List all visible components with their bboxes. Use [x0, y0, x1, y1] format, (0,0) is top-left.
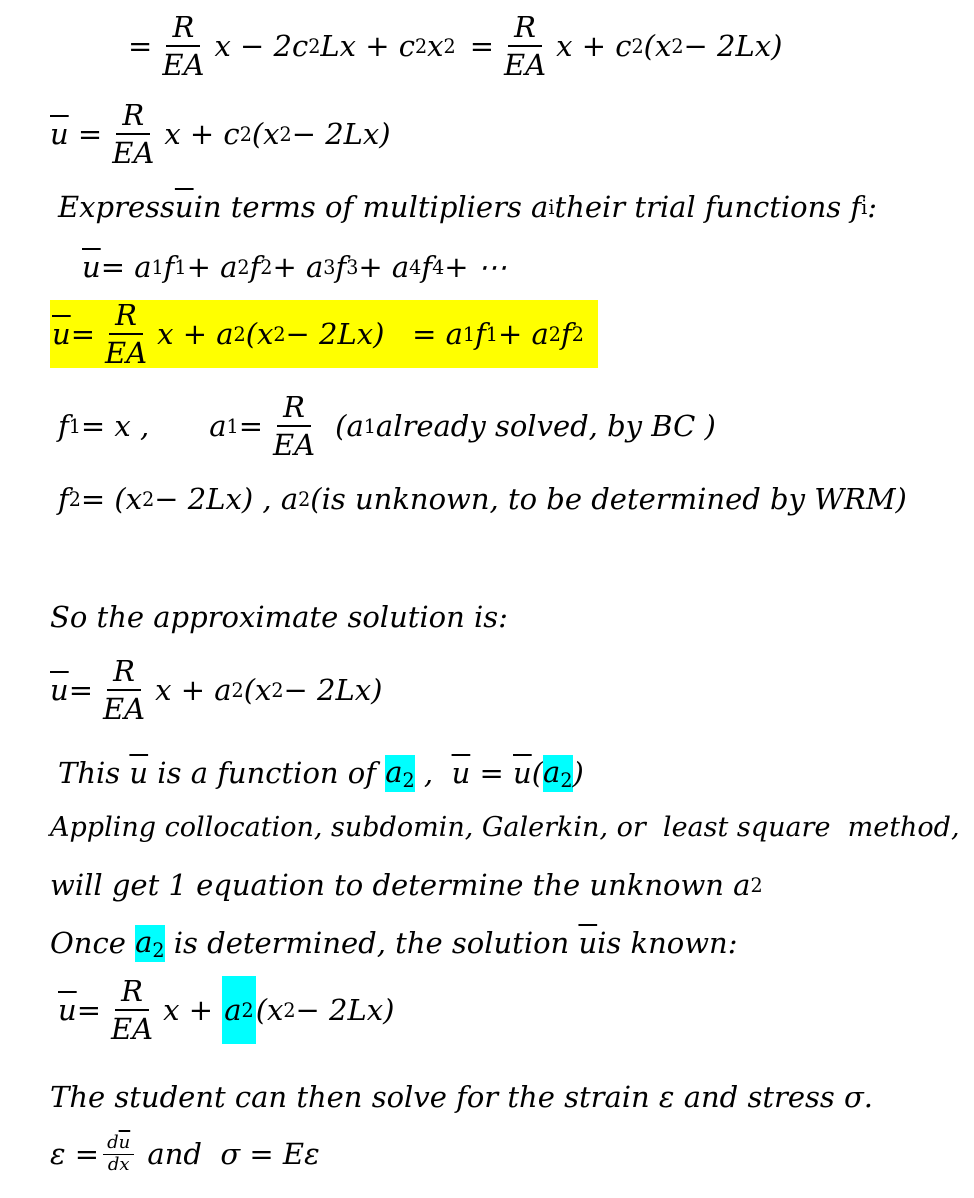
subscript: 2: [631, 34, 644, 58]
term: already solved, by BC ): [375, 409, 716, 444]
equation-line-f2: [58, 482, 907, 516]
term: = x ,: [80, 409, 150, 444]
text: is known:: [597, 926, 738, 961]
fraction-r-over-ea: [105, 973, 159, 1046]
u-bar: $\overline{u}$: [451, 756, 471, 791]
term: a: [224, 993, 242, 1027]
text-line-strain-stress: [50, 1080, 873, 1114]
subscript: 2: [402, 768, 415, 792]
subscript: 4: [409, 255, 422, 279]
text-line-function-of: [58, 755, 584, 792]
term: and σ = Eε: [138, 1137, 320, 1172]
denominator: EA: [504, 48, 547, 83]
subscript: 1: [462, 322, 476, 346]
subscript: 2: [750, 873, 763, 897]
subscript: 1: [226, 414, 239, 438]
subscript: 4: [432, 255, 445, 279]
term: − 2Lx): [283, 673, 383, 708]
term: x + c: [556, 29, 632, 64]
term: (x: [245, 317, 274, 351]
term: Lx + c: [320, 29, 415, 64]
superscript: 2: [443, 34, 456, 58]
text: Once: [50, 926, 136, 961]
u-bar-lhs: $\overline{u}$ =: [50, 117, 103, 152]
superscript: 2: [273, 322, 286, 346]
text: will get 1 equation to determine the unknown a: [50, 868, 751, 902]
highlight-a2: [385, 755, 414, 792]
denominator: EA: [112, 136, 155, 171]
subscript: 1: [174, 255, 187, 279]
u-bar: $\overline{u}$: [50, 673, 69, 708]
equation-line-strain: [50, 1134, 320, 1175]
term: x − 2c: [214, 29, 309, 64]
subscript: 1: [363, 414, 376, 438]
term: (is unknown, to be determined by WRM): [310, 482, 907, 516]
numerator: R: [109, 300, 143, 335]
term: f: [335, 250, 347, 284]
subscript: 2: [415, 34, 428, 58]
denominator: EA: [111, 1012, 154, 1046]
equation-line-series: [82, 250, 507, 284]
equation-line-f1: [58, 392, 716, 461]
subscript: 2: [237, 255, 250, 279]
term: x + a: [155, 673, 232, 708]
term: (a: [335, 409, 364, 444]
u-bar: $\overline{u}$: [58, 993, 77, 1027]
term: + ⋯: [444, 250, 507, 284]
subscript: 2: [68, 487, 81, 511]
subscript: 2: [241, 998, 254, 1022]
fraction-r-over-ea: [498, 12, 552, 81]
subscript: 2: [152, 938, 165, 962]
subscript: 2: [571, 322, 584, 346]
term: − 2Lx): [683, 29, 783, 64]
denominator: EA: [273, 428, 316, 463]
numerator: R: [508, 12, 542, 47]
term: f: [475, 317, 486, 351]
text-line-approx: [50, 600, 508, 634]
equals-sign: =: [128, 29, 153, 64]
u-bar: $\overline{u}$: [129, 756, 149, 791]
equation-line-1: [128, 12, 782, 81]
term: (x: [643, 29, 672, 64]
text: :: [867, 190, 878, 224]
u-bar: $\overline{u}$: [174, 190, 194, 224]
highlight-a2: [135, 925, 164, 962]
term: f: [249, 250, 261, 284]
subscript: 3: [323, 255, 336, 279]
numerator: R: [116, 100, 150, 135]
fraction-r-over-ea: [97, 656, 151, 725]
superscript: 2: [279, 122, 292, 146]
equation-line-approx: [50, 656, 382, 725]
term: a: [543, 755, 561, 789]
u-bar: $\overline{u}$: [52, 317, 71, 351]
equals-sign: =: [76, 993, 101, 1027]
term: = (x: [80, 482, 143, 516]
term: − 2Lx): [295, 993, 395, 1027]
text-line-once: [50, 925, 738, 962]
numerator: R: [107, 656, 141, 691]
subscript: 1: [485, 322, 498, 346]
text: is determined, the solution: [164, 926, 579, 961]
denominator: dx: [107, 1153, 130, 1175]
subscript: 2: [231, 678, 244, 702]
term: − 2Lx) = a: [285, 317, 463, 351]
term: x: [427, 29, 444, 64]
denominator: EA: [162, 48, 205, 83]
numerator: R: [277, 392, 311, 427]
subscript: 2: [233, 322, 246, 346]
subscript: 2: [308, 34, 321, 58]
term: f: [421, 250, 433, 284]
subscript: i: [861, 195, 868, 219]
denominator: EA: [105, 336, 148, 370]
term: x +: [163, 993, 223, 1027]
equation-line-final: [58, 973, 395, 1046]
text-line-express: [58, 190, 877, 224]
superscript: 2: [142, 487, 155, 511]
fraction-du-dx: [103, 1134, 134, 1175]
text: So the approximate solution is:: [50, 600, 508, 634]
subscript: 2: [548, 322, 561, 346]
term: f: [58, 482, 69, 516]
term: + a: [186, 250, 238, 284]
equation-line-2: [50, 100, 391, 169]
text: =: [470, 756, 514, 791]
text: is a function of: [148, 756, 386, 791]
text: The student can then solve for the strain ε and stress σ.: [50, 1080, 874, 1114]
fraction-r-over-ea: [267, 392, 321, 461]
text: in terms of multipliers a: [193, 190, 549, 224]
subscript: i: [548, 195, 555, 219]
term: ε =: [50, 1137, 100, 1172]
subscript: 2: [239, 122, 252, 146]
term: f: [163, 250, 175, 284]
u-bar: $\overline{u}$: [578, 926, 598, 961]
term: + a: [272, 250, 324, 284]
numerator: $d\overline{u}$: [103, 1134, 134, 1155]
term: a: [209, 409, 227, 444]
superscript: 2: [671, 34, 684, 58]
term: f: [560, 317, 572, 351]
numerator: R: [166, 12, 200, 47]
u-bar: $\overline{u}$: [513, 756, 532, 791]
text: (: [531, 756, 544, 791]
fraction-r-over-ea: [99, 297, 153, 370]
subscript: 2: [298, 487, 311, 511]
term: x + a: [157, 317, 234, 351]
denominator: EA: [103, 692, 146, 727]
subscript: 1: [151, 255, 164, 279]
u-bar: $\overline{u}$: [82, 250, 101, 284]
equals-sign: =: [70, 317, 95, 351]
text: their trial functions f: [554, 190, 862, 224]
term: a: [385, 755, 403, 789]
term: (x: [243, 673, 272, 708]
equals-sign: =: [68, 673, 93, 708]
text: ): [572, 756, 584, 791]
equation-line-highlighted: [50, 297, 598, 370]
term: a: [135, 925, 153, 959]
equals-sign: =: [469, 29, 495, 64]
term: =: [238, 409, 263, 444]
term: f: [58, 409, 69, 444]
fraction-r-over-ea: [106, 100, 160, 169]
term: + a: [358, 250, 410, 284]
term: = a: [100, 250, 152, 284]
term: (x: [255, 993, 284, 1027]
fraction-r-over-ea: [156, 12, 210, 81]
text-line-one-equation: [50, 868, 763, 902]
subscript: 2: [260, 255, 273, 279]
text: Express: [58, 190, 175, 224]
term: x + c: [164, 117, 240, 152]
term: (x: [251, 117, 280, 152]
highlight-a2: [543, 755, 572, 792]
subscript: 3: [346, 255, 359, 279]
highlight-a2-box: [222, 976, 255, 1044]
text: This: [58, 756, 130, 791]
subscript: 2: [560, 768, 573, 792]
subscript: 1: [68, 414, 81, 438]
numerator: R: [115, 976, 149, 1011]
term: − 2Lx): [291, 117, 391, 152]
superscript: 2: [283, 998, 296, 1022]
superscript: 2: [271, 678, 284, 702]
term: − 2Lx) , a: [154, 482, 299, 516]
text: Appling collocation, subdomin, Galerkin, or least square method,: [50, 812, 960, 843]
term: + a: [497, 317, 549, 351]
text: ,: [414, 756, 452, 791]
text-line-methods: [50, 812, 960, 843]
